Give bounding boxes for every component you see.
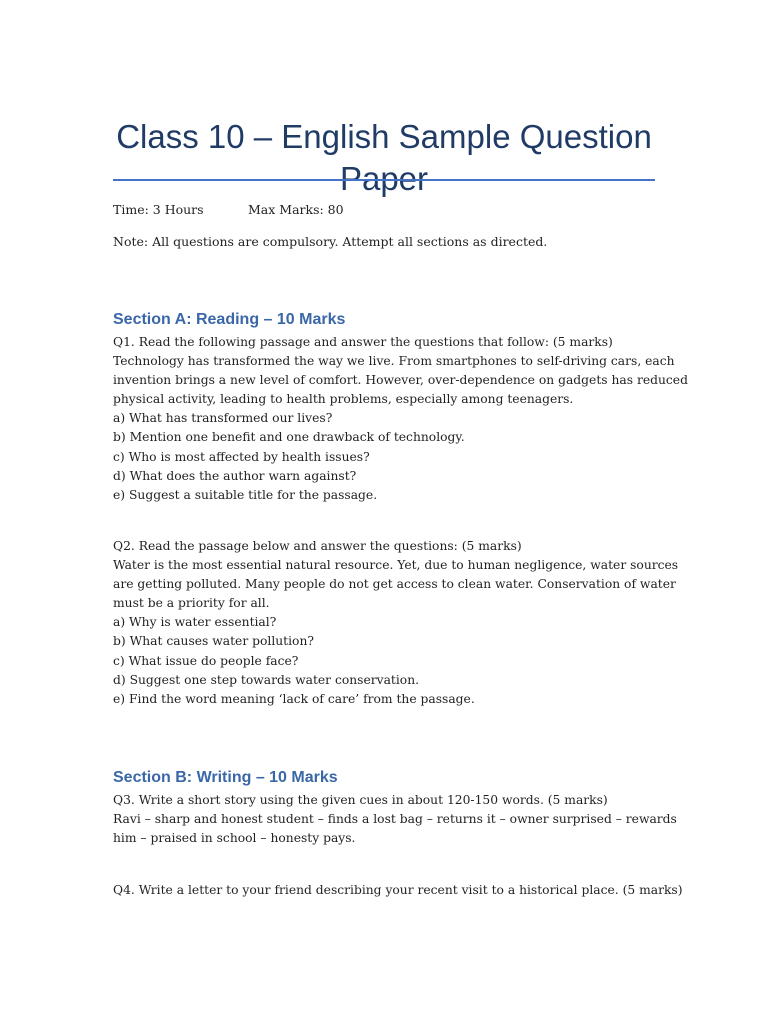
- q3-line: Ravi – sharp and honest student – finds a lost bag – returns it – owner surprised – rewards: [113, 812, 677, 827]
- q1-line: invention brings a new level of comfort. However, over-dependence on gadgets has reduced: [113, 373, 688, 388]
- q2-line: a) Why is water essential?: [113, 615, 277, 630]
- question-4: [113, 881, 683, 900]
- q2-line: are getting polluted. Many people do not get access to clean water. Conservation of water: [113, 577, 676, 592]
- q1-line: d) What does the author warn against?: [113, 468, 357, 483]
- q2-line: Water is the most essential natural resource. Yet, due to human negligence, water sources: [113, 558, 679, 573]
- q2-line: b) What causes water pollution?: [113, 634, 314, 649]
- q1-line: a) What has transformed our lives?: [113, 411, 333, 426]
- q1-line: e) Suggest a suitable title for the passage.: [113, 487, 378, 502]
- q2-line: c) What issue do people face?: [113, 653, 299, 668]
- q2-line: must be a priority for all.: [113, 596, 270, 611]
- q4-line: Q4. Write a letter to your friend describing your recent visit to a historical place. (5 marks): [113, 883, 683, 897]
- exam-time: Time: 3 Hours: [113, 202, 204, 217]
- exam-meta: [113, 201, 344, 219]
- question-1: [113, 333, 688, 505]
- q1-line: Technology has transformed the way we live. From smartphones to self-driving cars, each: [113, 354, 675, 369]
- question-2: [113, 537, 679, 709]
- question-3: [113, 791, 677, 848]
- exam-max-marks: Max Marks: 80: [248, 202, 344, 217]
- q2-line: Q2. Read the passage below and answer the questions: (5 marks): [113, 539, 522, 553]
- title-divider: [113, 179, 655, 181]
- section-a-heading: Section A: Reading – 10 Marks: [113, 311, 346, 328]
- q1-line: c) Who is most affected by health issues?: [113, 449, 370, 464]
- q1-line: physical activity, leading to health problems, especially among teenagers.: [113, 392, 574, 407]
- page-title: Class 10 – English Sample Question Paper: [116, 118, 652, 198]
- q3-line: him – praised in school – honesty pays.: [113, 831, 356, 846]
- exam-note: Note: All questions are compulsory. Attempt all sections as directed.: [113, 234, 548, 249]
- q2-line: e) Find the word meaning ‘lack of care’ from the passage.: [113, 691, 475, 706]
- q3-line: Q3. Write a short story using the given cues in about 120-150 words. (5 marks): [113, 793, 608, 807]
- q1-line: b) Mention one benefit and one drawback of technology.: [113, 430, 465, 445]
- q2-line: d) Suggest one step towards water conservation.: [113, 672, 420, 687]
- section-b-heading: Section B: Writing – 10 Marks: [113, 769, 338, 786]
- q1-line: Q1. Read the following passage and answer the questions that follow: (5 marks): [113, 335, 613, 349]
